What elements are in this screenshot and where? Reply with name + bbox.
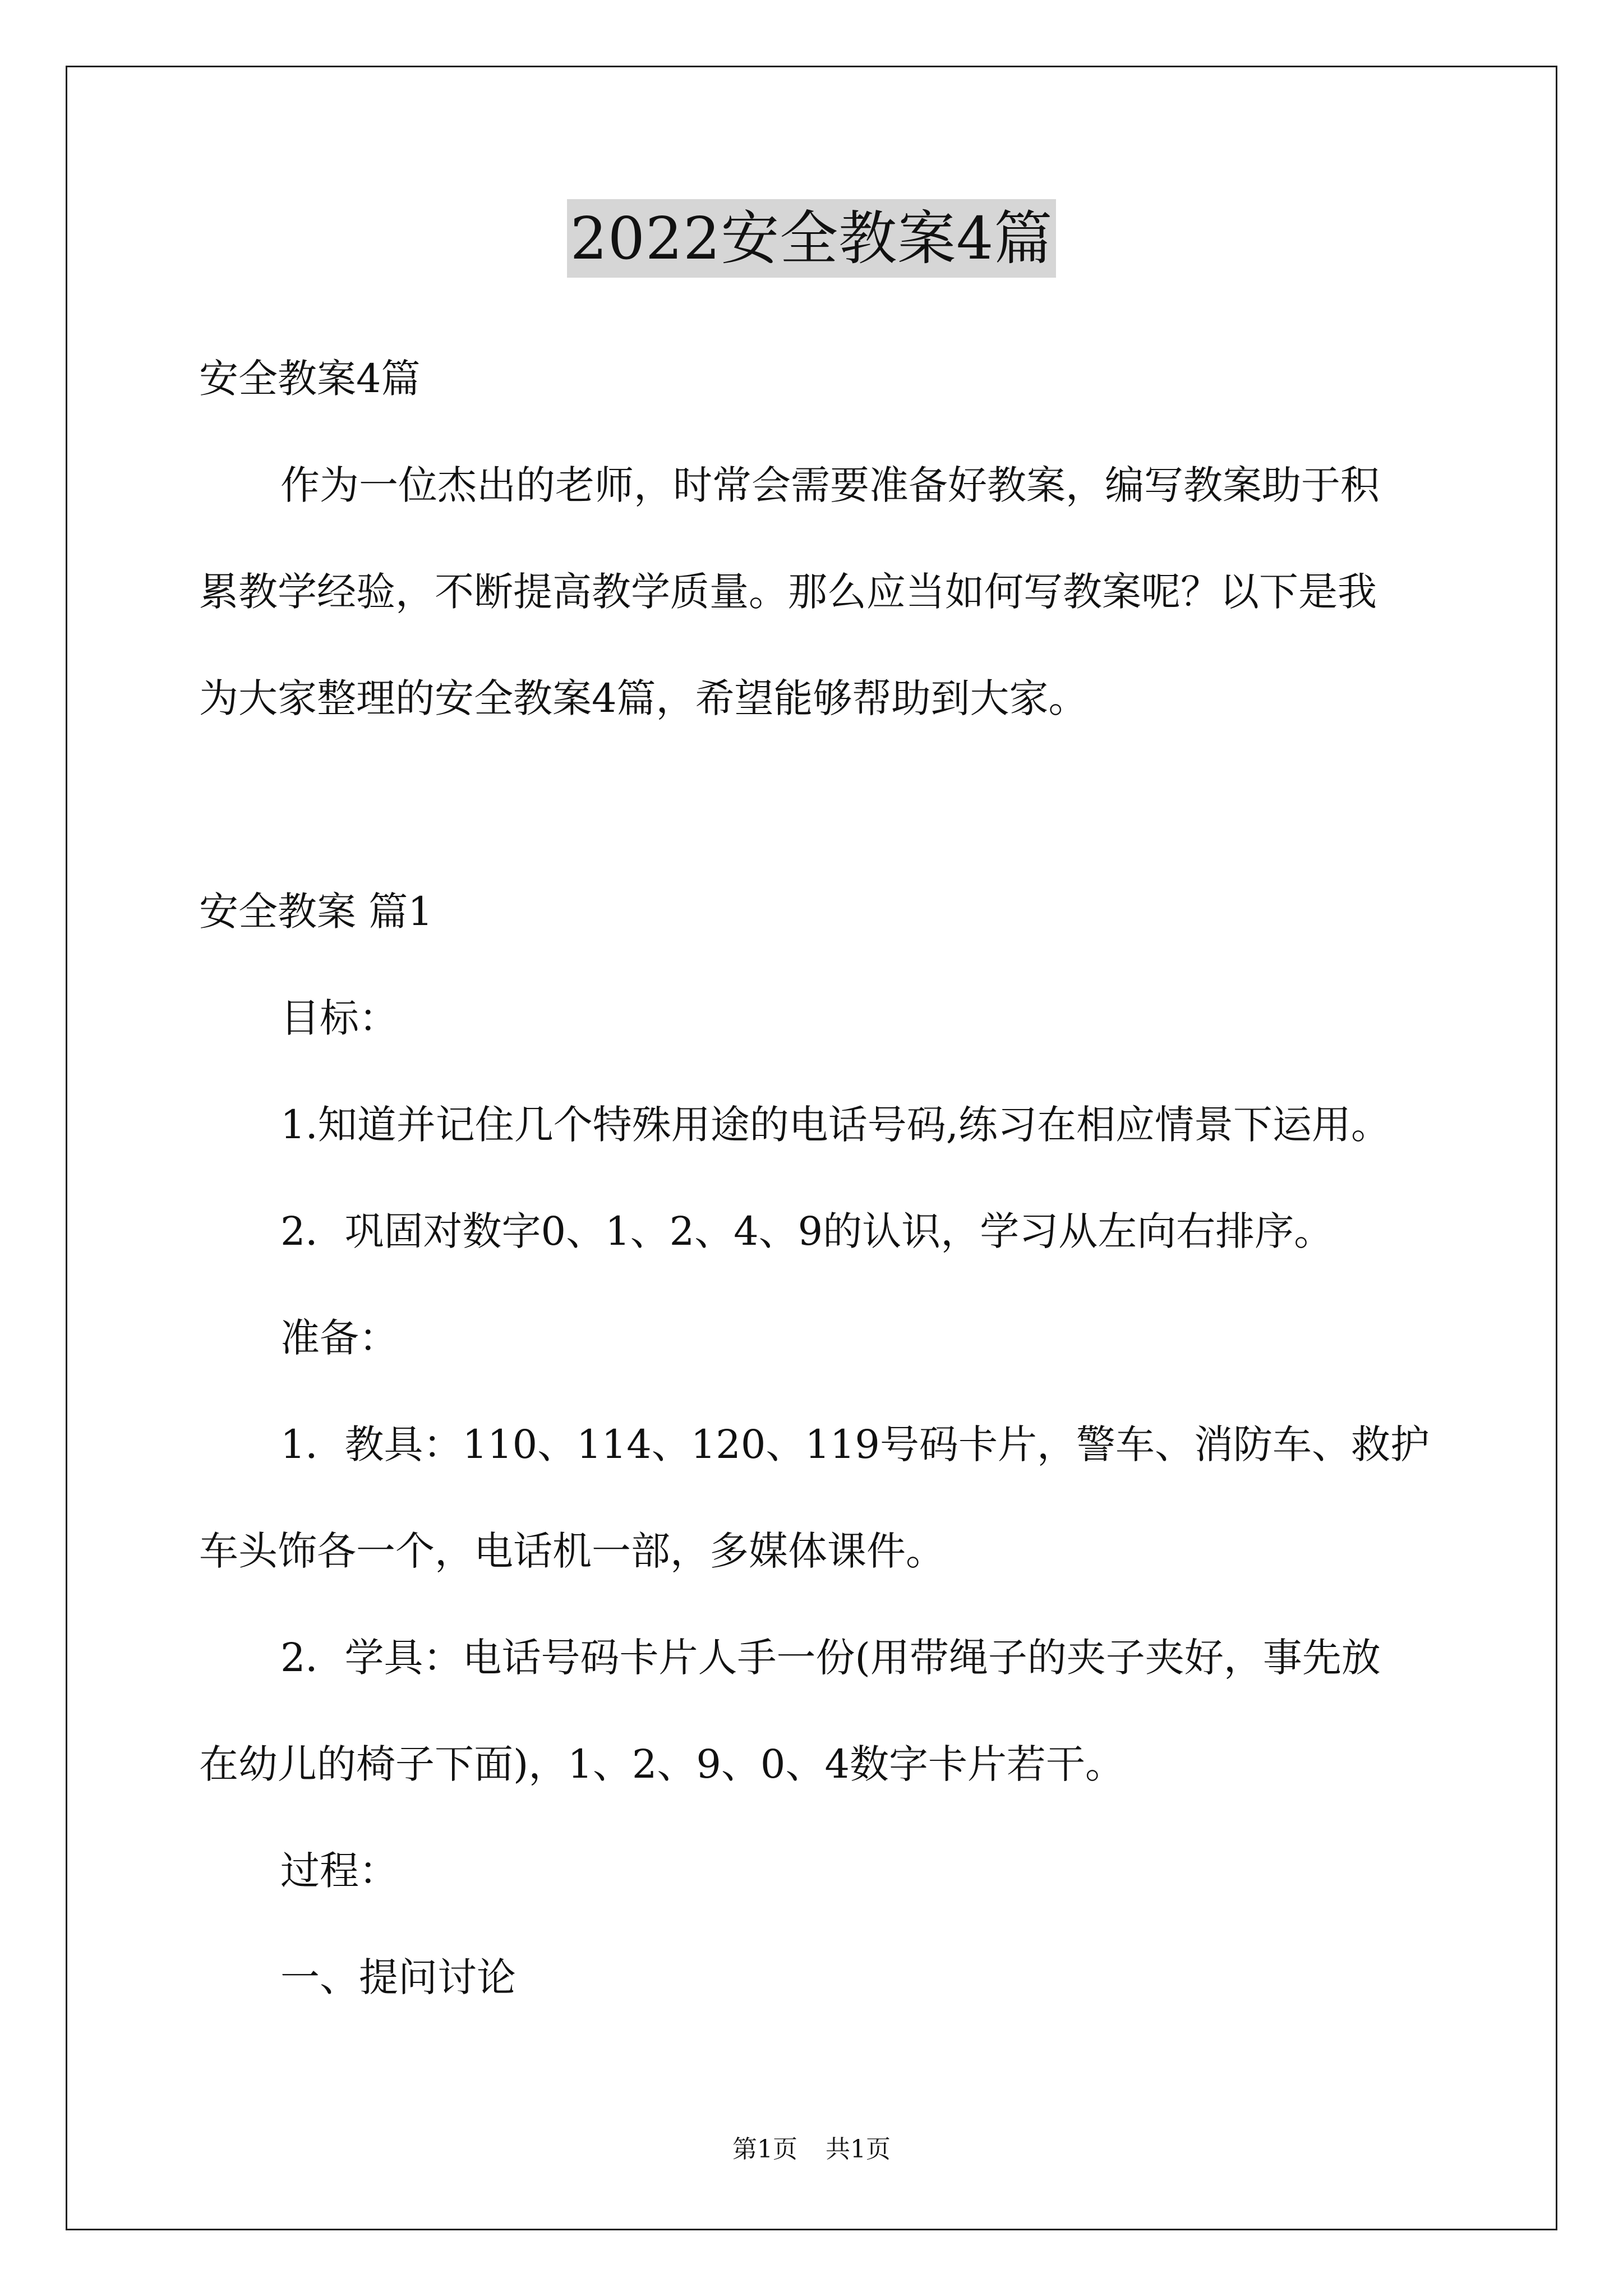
body-line: 准备： bbox=[280, 1315, 398, 1361]
body-line: 目标： bbox=[280, 995, 398, 1041]
document-title: 2022安全教案4篇 bbox=[567, 199, 1057, 278]
intro-line: 累教学经验，不断提高教学质量。那么应当如何写教案呢？以下是我 bbox=[199, 569, 1377, 615]
body-line: 2．学具：电话号码卡片人手一份(用带绳子的夹子夹好，事先放 bbox=[280, 1635, 1381, 1681]
body-line: 过程： bbox=[280, 1848, 398, 1894]
body-line: 1.知道并记住几个特殊用途的电话号码,练习在相应情景下运用。 bbox=[280, 1102, 1391, 1148]
intro-line: 为大家整理的安全教案4篇，希望能够帮助到大家。 bbox=[199, 675, 1088, 721]
intro-line: 作为一位杰出的老师，时常会需要准备好教案，编写教案助于积 bbox=[280, 462, 1380, 508]
title-container bbox=[0, 199, 1623, 278]
page-total: 共1页 bbox=[826, 2135, 891, 2164]
body-line: 2．巩固对数字0、1、2、4、9的认识，学习从左向右排序。 bbox=[280, 1208, 1334, 1254]
body-line: 在幼儿的椅子下面)，1、2、9、0、4数字卡片若干。 bbox=[199, 1741, 1124, 1787]
section-heading: 安全教案 篇1 bbox=[199, 889, 433, 935]
body-line: 一、提问讨论 bbox=[280, 1954, 516, 2000]
body-line: 1．教具：110、114、120、119号码卡片，警车、消防车、救护 bbox=[280, 1421, 1430, 1467]
body-line: 车头饰各一个，电话机一部，多媒体课件。 bbox=[199, 1528, 945, 1574]
page-footer bbox=[0, 2133, 1623, 2166]
page-number: 第1页 bbox=[732, 2135, 797, 2164]
document-subtitle: 安全教案4篇 bbox=[199, 356, 421, 402]
